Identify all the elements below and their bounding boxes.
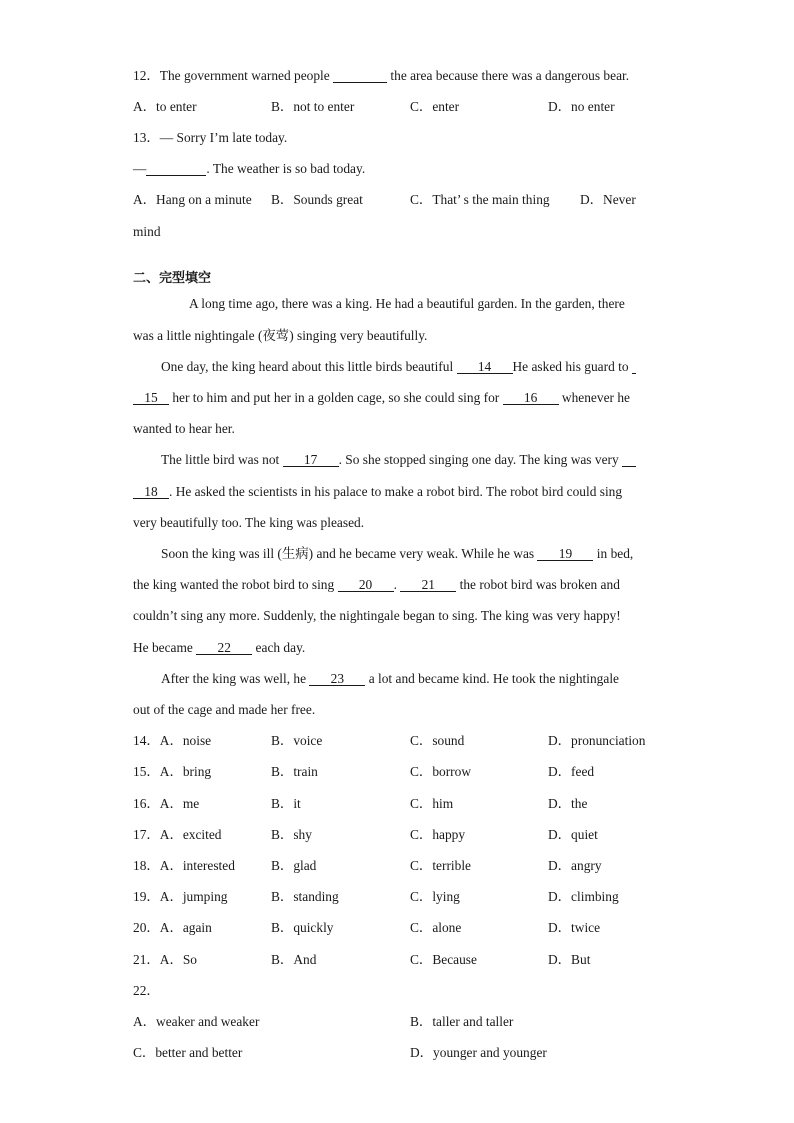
question-number: 15． — [133, 764, 160, 779]
option-b: B．voice — [271, 733, 323, 748]
answer-blank — [146, 162, 206, 176]
option-b: B．standing — [271, 889, 339, 904]
question-row — [133, 827, 222, 843]
passage-text: . He asked the scientists in his palace to make a robot bird. The robot bird could sing — [169, 484, 623, 499]
blank-18-start — [622, 453, 636, 467]
passage-line — [161, 671, 619, 687]
passage-text: After the king was well, he — [161, 671, 310, 686]
blank-20: 20 — [338, 578, 394, 592]
question-number: 20． — [133, 920, 160, 935]
passage-text: He became — [133, 640, 197, 655]
question-number: 17． — [133, 827, 160, 842]
option-c: C．Because — [410, 952, 477, 967]
question-22-number: 22． — [133, 983, 160, 998]
blank-22: 22 — [196, 641, 252, 655]
question-row — [133, 764, 211, 780]
q12-option-c: C．enter — [410, 99, 460, 114]
q22-option-c: C．better and better — [133, 1045, 243, 1060]
option-c: C．lying — [410, 889, 460, 904]
passage-text: whenever he — [558, 390, 630, 405]
passage-text: . So she stopped singing one day. The king was very — [338, 452, 623, 467]
passage-text: Soon the king was ill (生病) and he became very weak. While he was — [161, 546, 538, 561]
option-a: A．excited — [159, 827, 222, 842]
option-d: D．angry — [548, 858, 602, 873]
option-c: C．him — [410, 796, 454, 811]
question-number: 14． — [133, 733, 160, 748]
passage-line — [133, 484, 622, 500]
option-b: B．And — [271, 952, 317, 967]
option-d: D．feed — [548, 764, 595, 779]
question-13-stem: 13．— Sorry I’m late today. — [133, 130, 288, 145]
passage-line: A long time ago, there was a king. He had a beautiful garden. In the garden, there — [189, 296, 625, 311]
option-a: A．noise — [159, 733, 212, 748]
question-row — [133, 733, 211, 749]
passage-line: out of the cage and made her free. — [133, 702, 316, 717]
q13-option-d: D．Never — [580, 192, 636, 207]
passage-line — [133, 577, 620, 593]
question-13-reply — [133, 161, 365, 177]
question-number: 21． — [133, 952, 160, 967]
question-row — [133, 858, 235, 874]
option-b: B．it — [271, 796, 301, 811]
q12-option-a: A．to enter — [133, 99, 197, 114]
q12-option-d: D．no enter — [548, 99, 615, 114]
section-heading: 二、完型填空 — [133, 271, 212, 286]
passage-line — [133, 390, 630, 406]
q13-option-c: C．That’ s the main thing — [410, 192, 550, 207]
option-d: D．pronunciation — [548, 733, 646, 748]
option-c: C．sound — [410, 733, 465, 748]
question-number: 19． — [133, 889, 160, 904]
option-d: D．But — [548, 952, 591, 967]
option-b: B．quickly — [271, 920, 334, 935]
blank-16: 16 — [503, 391, 559, 405]
option-c: C．terrible — [410, 858, 471, 873]
blank-14: 14 — [457, 360, 513, 374]
option-a: A．bring — [159, 764, 212, 779]
blank-21: 21 — [400, 578, 456, 592]
answer-blank — [333, 69, 387, 83]
passage-text: in bed, — [593, 546, 634, 561]
option-a: A．jumping — [159, 889, 228, 904]
blank-15: 15 — [133, 391, 169, 405]
option-b: B．train — [271, 764, 318, 779]
question-row — [133, 889, 227, 905]
passage-text: He asked his guard to — [512, 359, 632, 374]
passage-text: the king wanted the robot bird to sing — [133, 577, 338, 592]
q13-option-b: B．Sounds great — [271, 192, 363, 207]
question-row — [133, 796, 199, 812]
blank-15-start — [632, 360, 636, 374]
option-c: C．borrow — [410, 764, 471, 779]
passage-line: very beautifully too. The king was pleased. — [133, 515, 365, 530]
question-row — [133, 952, 197, 968]
passage-line — [161, 359, 636, 375]
blank-17: 17 — [283, 453, 339, 467]
blank-23: 23 — [309, 672, 365, 686]
q12-text-before: 12．The government warned people — [133, 68, 334, 83]
q12-text-after: the area because there was a dangerous bear. — [387, 68, 630, 83]
passage-text: her to him and put her in a golden cage, so she could sing for — [169, 390, 503, 405]
option-a: A．me — [159, 796, 200, 811]
q12-option-b: B．not to enter — [271, 99, 355, 114]
q22-option-d: D．younger and younger — [410, 1045, 547, 1060]
q13-text-after: . The weather is so bad today. — [206, 161, 366, 176]
option-b: B．glad — [271, 858, 317, 873]
passage-line: wanted to hear her. — [133, 421, 235, 436]
passage-line — [161, 452, 636, 468]
option-a: A．So — [159, 952, 197, 967]
q22-option-a: A．weaker and weaker — [133, 1014, 260, 1029]
option-c: C．happy — [410, 827, 466, 842]
passage-text: The little bird was not — [161, 452, 283, 467]
option-d: D．the — [548, 796, 588, 811]
option-d: D．twice — [548, 920, 601, 935]
blank-19: 19 — [537, 547, 593, 561]
passage-text: each day. — [252, 640, 306, 655]
passage-text: a lot and became kind. He took the nightingale — [365, 671, 619, 686]
q13-dash: — — [133, 161, 147, 176]
question-number: 16． — [133, 796, 160, 811]
passage-text: . — [393, 577, 401, 592]
passage-line: was a little nightingale (夜莺) singing very beautifully. — [133, 328, 428, 343]
question-12-stem — [133, 68, 629, 84]
option-c: C．alone — [410, 920, 462, 935]
passage-line: couldn’t sing any more. Suddenly, the nightingale began to sing. The king was very happy! — [133, 608, 621, 623]
question-number: 18． — [133, 858, 160, 873]
q22-option-b: B．taller and taller — [410, 1014, 514, 1029]
question-row — [133, 920, 212, 936]
option-d: D．climbing — [548, 889, 619, 904]
passage-line — [161, 546, 633, 562]
option-a: A．interested — [159, 858, 235, 873]
option-b: B．shy — [271, 827, 312, 842]
q13-option-d-wrap: mind — [133, 224, 161, 239]
passage-text: the robot bird was broken and — [456, 577, 620, 592]
q13-option-a: A．Hang on a minute — [133, 192, 252, 207]
blank-18: 18 — [133, 485, 169, 499]
passage-text: One day, the king heard about this little birds beautiful — [161, 359, 457, 374]
option-d: D．quiet — [548, 827, 598, 842]
passage-line — [133, 640, 305, 656]
option-a: A．again — [159, 920, 212, 935]
